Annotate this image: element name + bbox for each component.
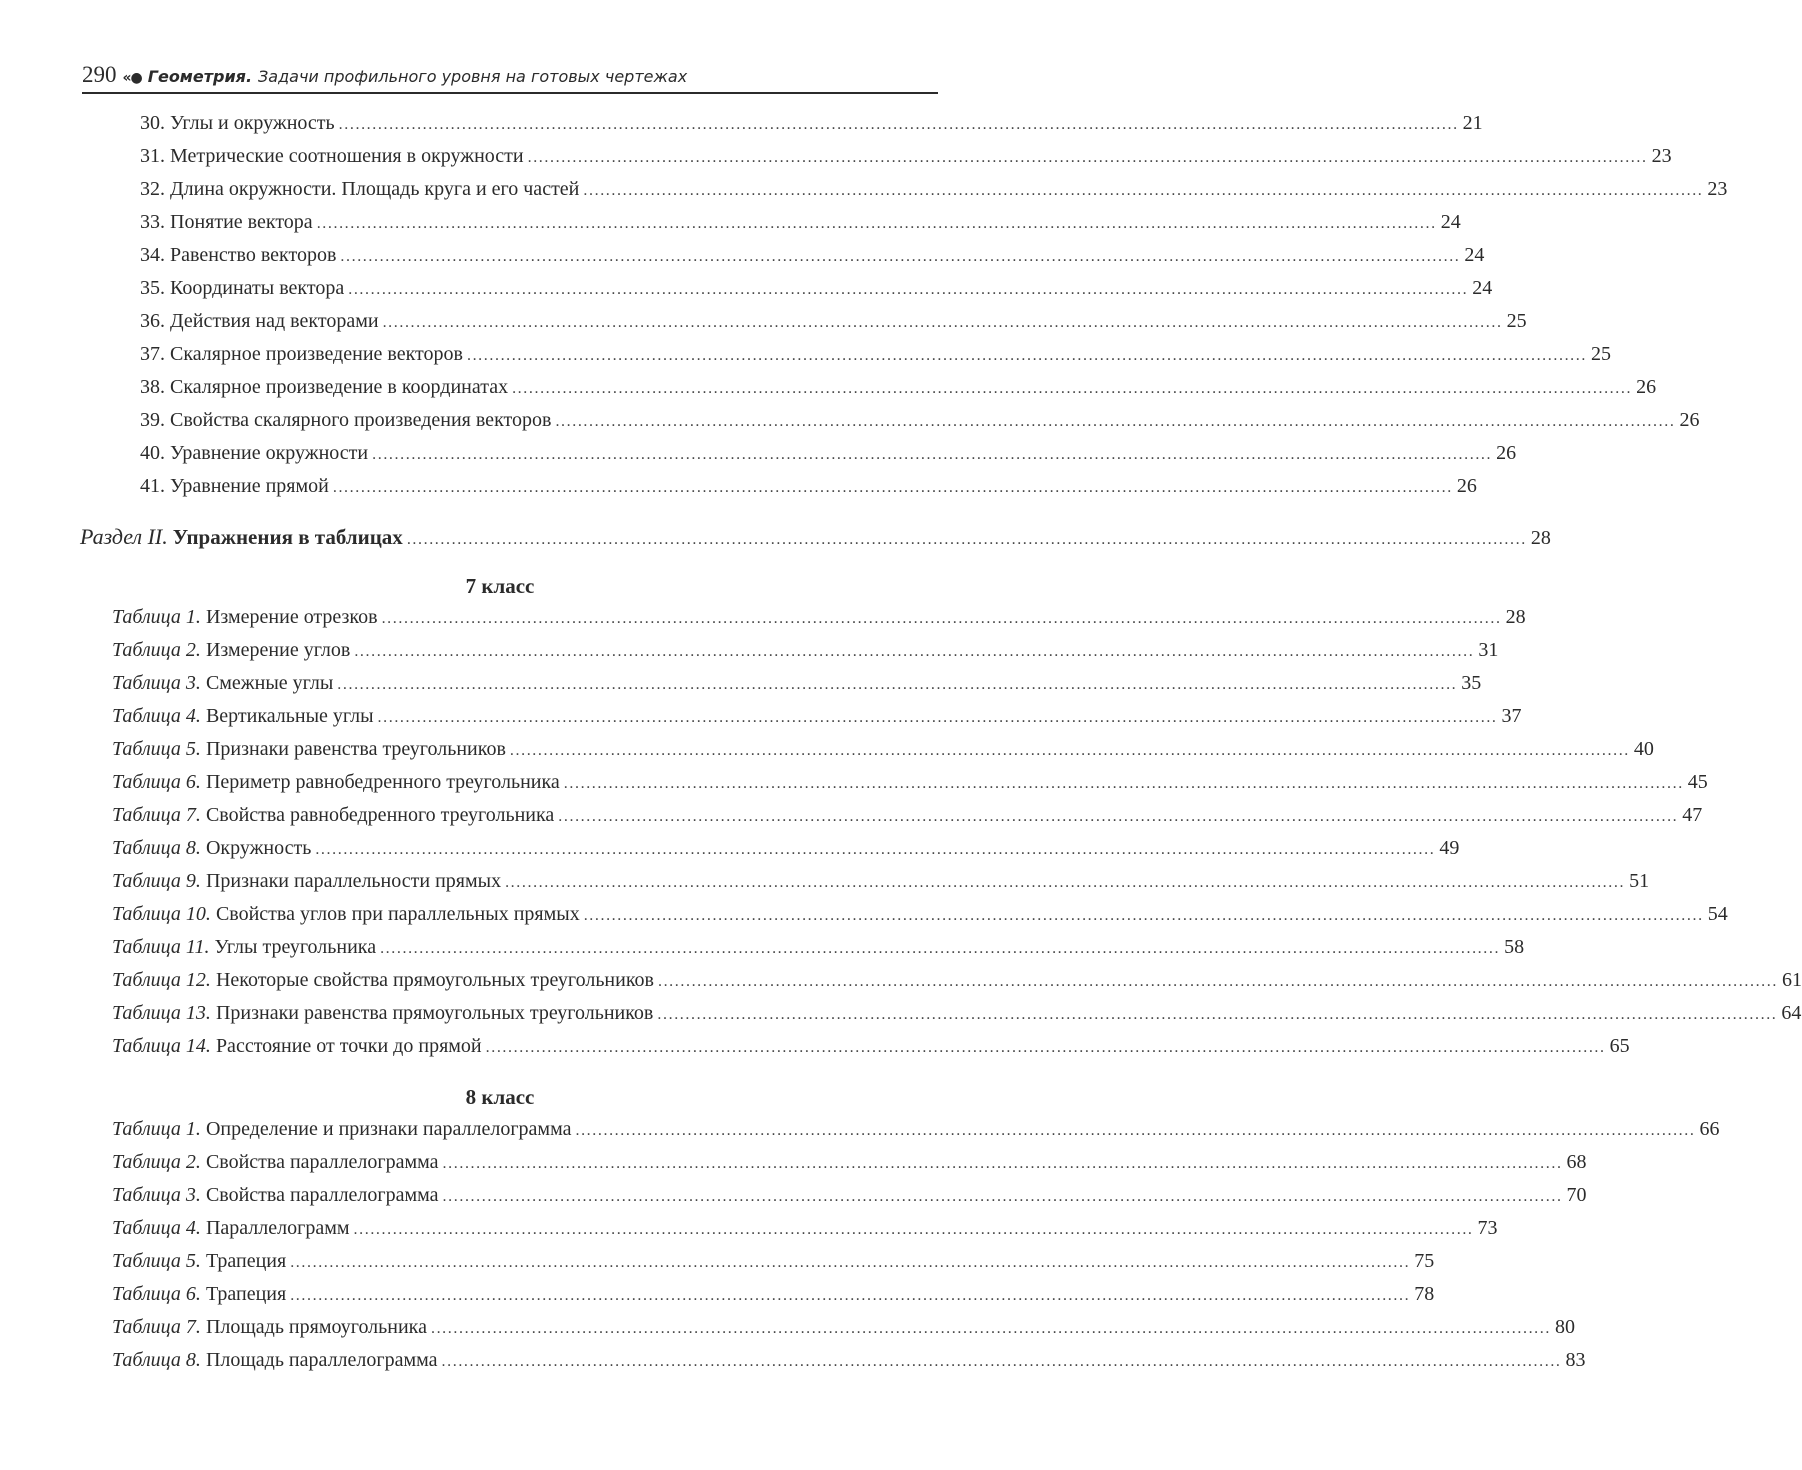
toc-entry-title: Смежные углы bbox=[205, 672, 334, 694]
toc-entry-label bbox=[140, 376, 508, 399]
toc-entry-title: 39. Свойства скалярного произведения векторов bbox=[140, 409, 552, 431]
toc-entry-label bbox=[140, 442, 368, 465]
toc-entry-title: Свойства параллелограмма bbox=[205, 1151, 439, 1173]
toc-entry-page: 23 bbox=[1651, 145, 1672, 167]
dot-leader: ........................................................................................................................................................................................................ bbox=[332, 479, 1453, 496]
toc-entry-page: 26 bbox=[1456, 475, 1477, 497]
toc-entry-title: Свойства углов при параллельных прямых bbox=[215, 903, 580, 925]
table-prefix: Таблица 12. bbox=[112, 969, 211, 991]
section-title: Упражнения в таблицах bbox=[172, 525, 403, 549]
toc-entry-label bbox=[112, 1283, 286, 1306]
dot-leader: ........................................................................................................................................................................................................ bbox=[353, 1221, 1474, 1238]
toc-entry-title: Измерение отрезков bbox=[205, 606, 378, 628]
toc-entry[interactable] bbox=[112, 1283, 1435, 1309]
toc-entry-page: 78 bbox=[1414, 1283, 1435, 1305]
toc-entry-label bbox=[140, 178, 579, 201]
toc-entry-label bbox=[112, 738, 506, 761]
toc-entry-page: 58 bbox=[1504, 936, 1525, 958]
toc-entry-page: 83 bbox=[1565, 1349, 1586, 1371]
running-header bbox=[82, 62, 938, 94]
toc-entry-page: 70 bbox=[1566, 1184, 1587, 1206]
toc-entry-page: 26 bbox=[1496, 442, 1517, 464]
table-prefix: Таблица 6. bbox=[112, 771, 201, 793]
toc-entry-title: Углы треугольника bbox=[214, 936, 377, 958]
toc-entry[interactable] bbox=[140, 277, 1493, 303]
table-prefix: Таблица 11. bbox=[112, 936, 210, 958]
toc-entry-title: Параллелограмм bbox=[205, 1217, 350, 1239]
section-prefix: Раздел II. bbox=[80, 524, 168, 549]
toc-entry-title: 38. Скалярное произведение в координатах bbox=[140, 376, 509, 398]
toc-entry-title: 33. Понятие вектора bbox=[140, 211, 313, 233]
toc-entry-page: 61 bbox=[1781, 969, 1802, 991]
header-marker-icon: «● bbox=[122, 70, 142, 86]
table-prefix: Таблица 3. bbox=[112, 672, 201, 694]
dot-leader: ........................................................................................................................................................................................................ bbox=[348, 281, 1469, 298]
table-prefix: Таблица 6. bbox=[112, 1283, 201, 1305]
grade-8-heading: 8 класс bbox=[465, 1085, 535, 1109]
table-prefix: Таблица 8. bbox=[112, 1349, 201, 1371]
toc-entry-page: 54 bbox=[1707, 903, 1728, 925]
toc-entry[interactable] bbox=[112, 903, 1728, 929]
toc-entry-page: 25 bbox=[1506, 310, 1527, 332]
toc-entry[interactable] bbox=[112, 1184, 1587, 1210]
toc-entry-title: 40. Уравнение окружности bbox=[140, 442, 369, 464]
toc-entry-title: Определение и признаки параллелограмма bbox=[205, 1118, 572, 1140]
toc-entry-label bbox=[112, 969, 654, 992]
toc-entry-title: 36. Действия над векторами bbox=[140, 310, 379, 332]
toc-entry-page: 31 bbox=[1478, 639, 1499, 661]
dot-leader: ........................................................................................................................................................................................................ bbox=[505, 874, 1626, 891]
dot-leader: ........................................................................................................................................................................................................ bbox=[558, 808, 1679, 825]
toc-entry-label bbox=[112, 837, 311, 860]
section-entry[interactable] bbox=[80, 524, 1551, 554]
dot-leader: ........................................................................................................................................................................................................ bbox=[527, 149, 1648, 166]
table-prefix: Таблица 14. bbox=[112, 1035, 211, 1057]
book-title: Геометрия. bbox=[147, 67, 253, 86]
toc-entry-label bbox=[140, 343, 463, 366]
toc-entry-title: Трапеция bbox=[205, 1250, 287, 1272]
toc-entry-title: Признаки равенства прямоугольных треугольников bbox=[215, 1002, 654, 1024]
toc-entry-label bbox=[112, 606, 378, 629]
toc-entry[interactable] bbox=[112, 1250, 1435, 1276]
dot-leader: ........................................................................................................................................................................................................ bbox=[509, 742, 1630, 759]
toc-entry[interactable] bbox=[140, 310, 1527, 336]
dot-leader: ........................................................................................................................................................................................................ bbox=[442, 1188, 1563, 1205]
toc-entry-page: 24 bbox=[1440, 211, 1461, 233]
dot-leader: ........................................................................................................................................................................................................ bbox=[340, 248, 1461, 265]
toc-entry[interactable] bbox=[112, 639, 1499, 665]
table-prefix: Таблица 1. bbox=[112, 606, 201, 628]
toc-entry-label bbox=[112, 1184, 439, 1207]
toc-entry-label bbox=[112, 804, 554, 827]
dot-leader: ........................................................................................................................................................................................................ bbox=[583, 907, 1704, 924]
table-prefix: Таблица 13. bbox=[112, 1002, 211, 1024]
toc-entry[interactable] bbox=[112, 1118, 1720, 1144]
toc-entry-title: 35. Координаты вектора bbox=[140, 277, 345, 299]
toc-entry-page: 26 bbox=[1636, 376, 1657, 398]
dot-leader: ........................................................................................................................................................................................................ bbox=[485, 1039, 1606, 1056]
dot-leader: ........................................................................................................................................................................................................ bbox=[380, 940, 1501, 957]
toc-entry-label bbox=[112, 1151, 439, 1174]
dot-leader: ........................................................................................................................................................................................................ bbox=[466, 347, 1587, 364]
toc-entry-label bbox=[140, 310, 379, 333]
toc-entry-title: Признаки параллельности прямых bbox=[205, 870, 502, 892]
toc-entry[interactable] bbox=[112, 1349, 1586, 1375]
toc-entry-label bbox=[140, 277, 344, 300]
dot-leader: ........................................................................................................................................................................................................ bbox=[575, 1122, 1696, 1139]
toc-entry[interactable] bbox=[140, 409, 1700, 435]
dot-leader: ........................................................................................................................................................................................................ bbox=[406, 531, 1527, 548]
dot-leader: ........................................................................................................................................................................................................ bbox=[430, 1320, 1551, 1337]
toc-entry-title: Трапеция bbox=[205, 1283, 287, 1305]
toc-entry[interactable] bbox=[112, 1316, 1575, 1342]
toc-entry[interactable] bbox=[112, 1002, 1802, 1028]
toc-entry-label bbox=[112, 1118, 571, 1141]
toc-entry-page: 64 bbox=[1781, 1002, 1802, 1024]
toc-entry-title: Некоторые свойства прямоугольных треугольников bbox=[215, 969, 654, 991]
toc-entry-page: 66 bbox=[1699, 1118, 1720, 1140]
toc-entry[interactable] bbox=[112, 837, 1460, 863]
toc-entry-title: Измерение углов bbox=[205, 639, 351, 661]
toc-entry-label bbox=[140, 244, 336, 267]
toc-entry-page: 65 bbox=[1609, 1035, 1630, 1057]
toc-entry-page: 75 bbox=[1414, 1250, 1435, 1272]
dot-leader: ........................................................................................................................................................................................................ bbox=[512, 380, 1633, 397]
table-prefix: Таблица 7. bbox=[112, 804, 201, 826]
dot-leader: ........................................................................................................................................................................................................ bbox=[563, 775, 1684, 792]
table-prefix: Таблица 4. bbox=[112, 1217, 201, 1239]
toc-entry-title: 31. Метрические соотношения в окружности bbox=[140, 145, 524, 167]
toc-entry[interactable] bbox=[112, 606, 1526, 632]
dot-leader: ........................................................................................................................................................................................................ bbox=[316, 215, 1437, 232]
page-number: 290 bbox=[82, 62, 117, 87]
toc-entry-title: 32. Длина окружности. Площадь круга и его частей bbox=[140, 178, 580, 200]
toc-entry-label bbox=[140, 475, 329, 498]
dot-leader: ........................................................................................................................................................................................................ bbox=[290, 1287, 1411, 1304]
dot-leader: ........................................................................................................................................................................................................ bbox=[555, 413, 1676, 430]
toc-entry-page: 51 bbox=[1629, 870, 1650, 892]
toc-entry-page: 25 bbox=[1590, 343, 1611, 365]
dot-leader: ........................................................................................................................................................................................................ bbox=[372, 446, 1493, 463]
toc-entry-label bbox=[112, 1035, 482, 1058]
toc-entry-page: 23 bbox=[1707, 178, 1728, 200]
toc-entry[interactable] bbox=[140, 376, 1657, 402]
toc-entry-title: Признаки равенства треугольников bbox=[205, 738, 506, 760]
dot-leader: ........................................................................................................................................................................................................ bbox=[657, 1006, 1778, 1023]
dot-leader: ........................................................................................................................................................................................................ bbox=[377, 709, 1498, 726]
toc-entry-label bbox=[112, 639, 350, 662]
dot-leader: ........................................................................................................................................................................................................ bbox=[290, 1254, 1411, 1271]
grade-7-heading: 7 класс bbox=[465, 574, 535, 598]
toc-entry-label bbox=[112, 771, 560, 794]
toc-entry-title: Вертикальные углы bbox=[205, 705, 374, 727]
toc-entry-title: Свойства равнобедренного треугольника bbox=[205, 804, 555, 826]
toc-entry[interactable] bbox=[112, 738, 1654, 764]
toc-entry-label bbox=[112, 870, 501, 893]
toc-entry-page: 45 bbox=[1687, 771, 1708, 793]
toc-entry-page: 24 bbox=[1464, 244, 1485, 266]
section-page: 28 bbox=[1530, 527, 1551, 549]
toc-entry[interactable] bbox=[112, 771, 1708, 797]
toc-entry-label bbox=[112, 1002, 653, 1025]
toc-entry-title: Площадь прямоугольника bbox=[205, 1316, 427, 1338]
toc-entry[interactable] bbox=[112, 672, 1482, 698]
table-prefix: Таблица 2. bbox=[112, 1151, 201, 1173]
book-subtitle: Задачи профильного уровня на готовых чертежах bbox=[258, 67, 688, 86]
table-prefix: Таблица 4. bbox=[112, 705, 201, 727]
toc-entry-label bbox=[112, 1250, 286, 1273]
toc-entry[interactable] bbox=[140, 475, 1477, 501]
dot-leader: ........................................................................................................................................................................................................ bbox=[583, 182, 1704, 199]
toc-entry-label bbox=[140, 145, 524, 168]
dot-leader: ........................................................................................................................................................................................................ bbox=[381, 610, 1502, 627]
dot-leader: ........................................................................................................................................................................................................ bbox=[441, 1353, 1562, 1370]
toc-entry-page: 68 bbox=[1566, 1151, 1587, 1173]
toc-entry-label bbox=[112, 672, 333, 695]
toc-entry-page: 80 bbox=[1554, 1316, 1575, 1338]
toc-entry-label bbox=[112, 705, 374, 728]
toc-entry-label bbox=[112, 936, 376, 959]
toc-entry-page: 40 bbox=[1633, 738, 1654, 760]
toc-entry[interactable] bbox=[112, 969, 1802, 995]
toc-entry-label bbox=[140, 211, 313, 234]
toc-entry-title: Площадь параллелограмма bbox=[205, 1349, 438, 1371]
toc-entry-title: Свойства параллелограмма bbox=[205, 1184, 439, 1206]
toc-entry-page: 26 bbox=[1679, 409, 1700, 431]
toc-entry-page: 28 bbox=[1505, 606, 1526, 628]
toc-entry-page: 37 bbox=[1501, 705, 1522, 727]
toc-entry[interactable] bbox=[112, 1217, 1498, 1243]
table-prefix: Таблица 5. bbox=[112, 1250, 201, 1272]
dot-leader: ........................................................................................................................................................................................................ bbox=[354, 643, 1475, 660]
toc-entry-page: 47 bbox=[1682, 804, 1703, 826]
toc-entry[interactable] bbox=[140, 442, 1517, 468]
toc-entry-label bbox=[112, 1349, 438, 1372]
toc-entry-title: Окружность bbox=[205, 837, 312, 859]
toc-entry-label bbox=[140, 112, 335, 135]
table-prefix: Таблица 9. bbox=[112, 870, 201, 892]
toc-entry[interactable] bbox=[112, 1151, 1587, 1177]
toc-entry[interactable] bbox=[140, 244, 1485, 270]
dot-leader: ........................................................................................................................................................................................................ bbox=[315, 841, 1436, 858]
toc-entry-page: 73 bbox=[1477, 1217, 1498, 1239]
toc-entry[interactable] bbox=[112, 1035, 1630, 1061]
toc-entry-page: 35 bbox=[1461, 672, 1482, 694]
toc-entry[interactable] bbox=[140, 211, 1461, 237]
toc-entry[interactable] bbox=[112, 705, 1522, 731]
dot-leader: ........................................................................................................................................................................................................ bbox=[442, 1155, 1563, 1172]
toc-entry-label bbox=[112, 1217, 350, 1240]
table-prefix: Таблица 3. bbox=[112, 1184, 201, 1206]
toc-entry[interactable] bbox=[140, 112, 1483, 138]
table-prefix: Таблица 10. bbox=[112, 903, 211, 925]
toc-entry-label bbox=[112, 1316, 427, 1339]
toc-entry[interactable] bbox=[112, 804, 1703, 830]
toc-entry-title: 30. Углы и окружность bbox=[140, 112, 335, 134]
toc-entry[interactable] bbox=[112, 936, 1525, 962]
toc-entry-title: 41. Уравнение прямой bbox=[140, 475, 329, 497]
toc-entry-label bbox=[112, 903, 580, 926]
table-prefix: Таблица 2. bbox=[112, 639, 201, 661]
table-prefix: Таблица 8. bbox=[112, 837, 201, 859]
toc-entry-title: 34. Равенство векторов bbox=[140, 244, 337, 266]
dot-leader: ........................................................................................................................................................................................................ bbox=[382, 314, 1503, 331]
dot-leader: ........................................................................................................................................................................................................ bbox=[657, 973, 1778, 990]
toc-entry-label bbox=[140, 409, 551, 432]
toc-entry-title: Периметр равнобедренного треугольника bbox=[205, 771, 560, 793]
toc-entry[interactable] bbox=[140, 178, 1728, 204]
toc-entry-page: 49 bbox=[1439, 837, 1460, 859]
dot-leader: ........................................................................................................................................................................................................ bbox=[337, 676, 1458, 693]
table-prefix: Таблица 1. bbox=[112, 1118, 201, 1140]
toc-entry-title: 37. Скалярное произведение векторов bbox=[140, 343, 463, 365]
dot-leader: ........................................................................................................................................................................................................ bbox=[338, 116, 1459, 133]
table-prefix: Таблица 7. bbox=[112, 1316, 201, 1338]
toc-entry[interactable] bbox=[140, 145, 1672, 171]
table-prefix: Таблица 5. bbox=[112, 738, 201, 760]
toc-entry-page: 21 bbox=[1462, 112, 1483, 134]
toc-entry[interactable] bbox=[140, 343, 1611, 369]
toc-entry-page: 24 bbox=[1472, 277, 1493, 299]
toc-entry[interactable] bbox=[112, 870, 1650, 896]
toc-entry-title: Расстояние от точки до прямой bbox=[215, 1035, 482, 1057]
